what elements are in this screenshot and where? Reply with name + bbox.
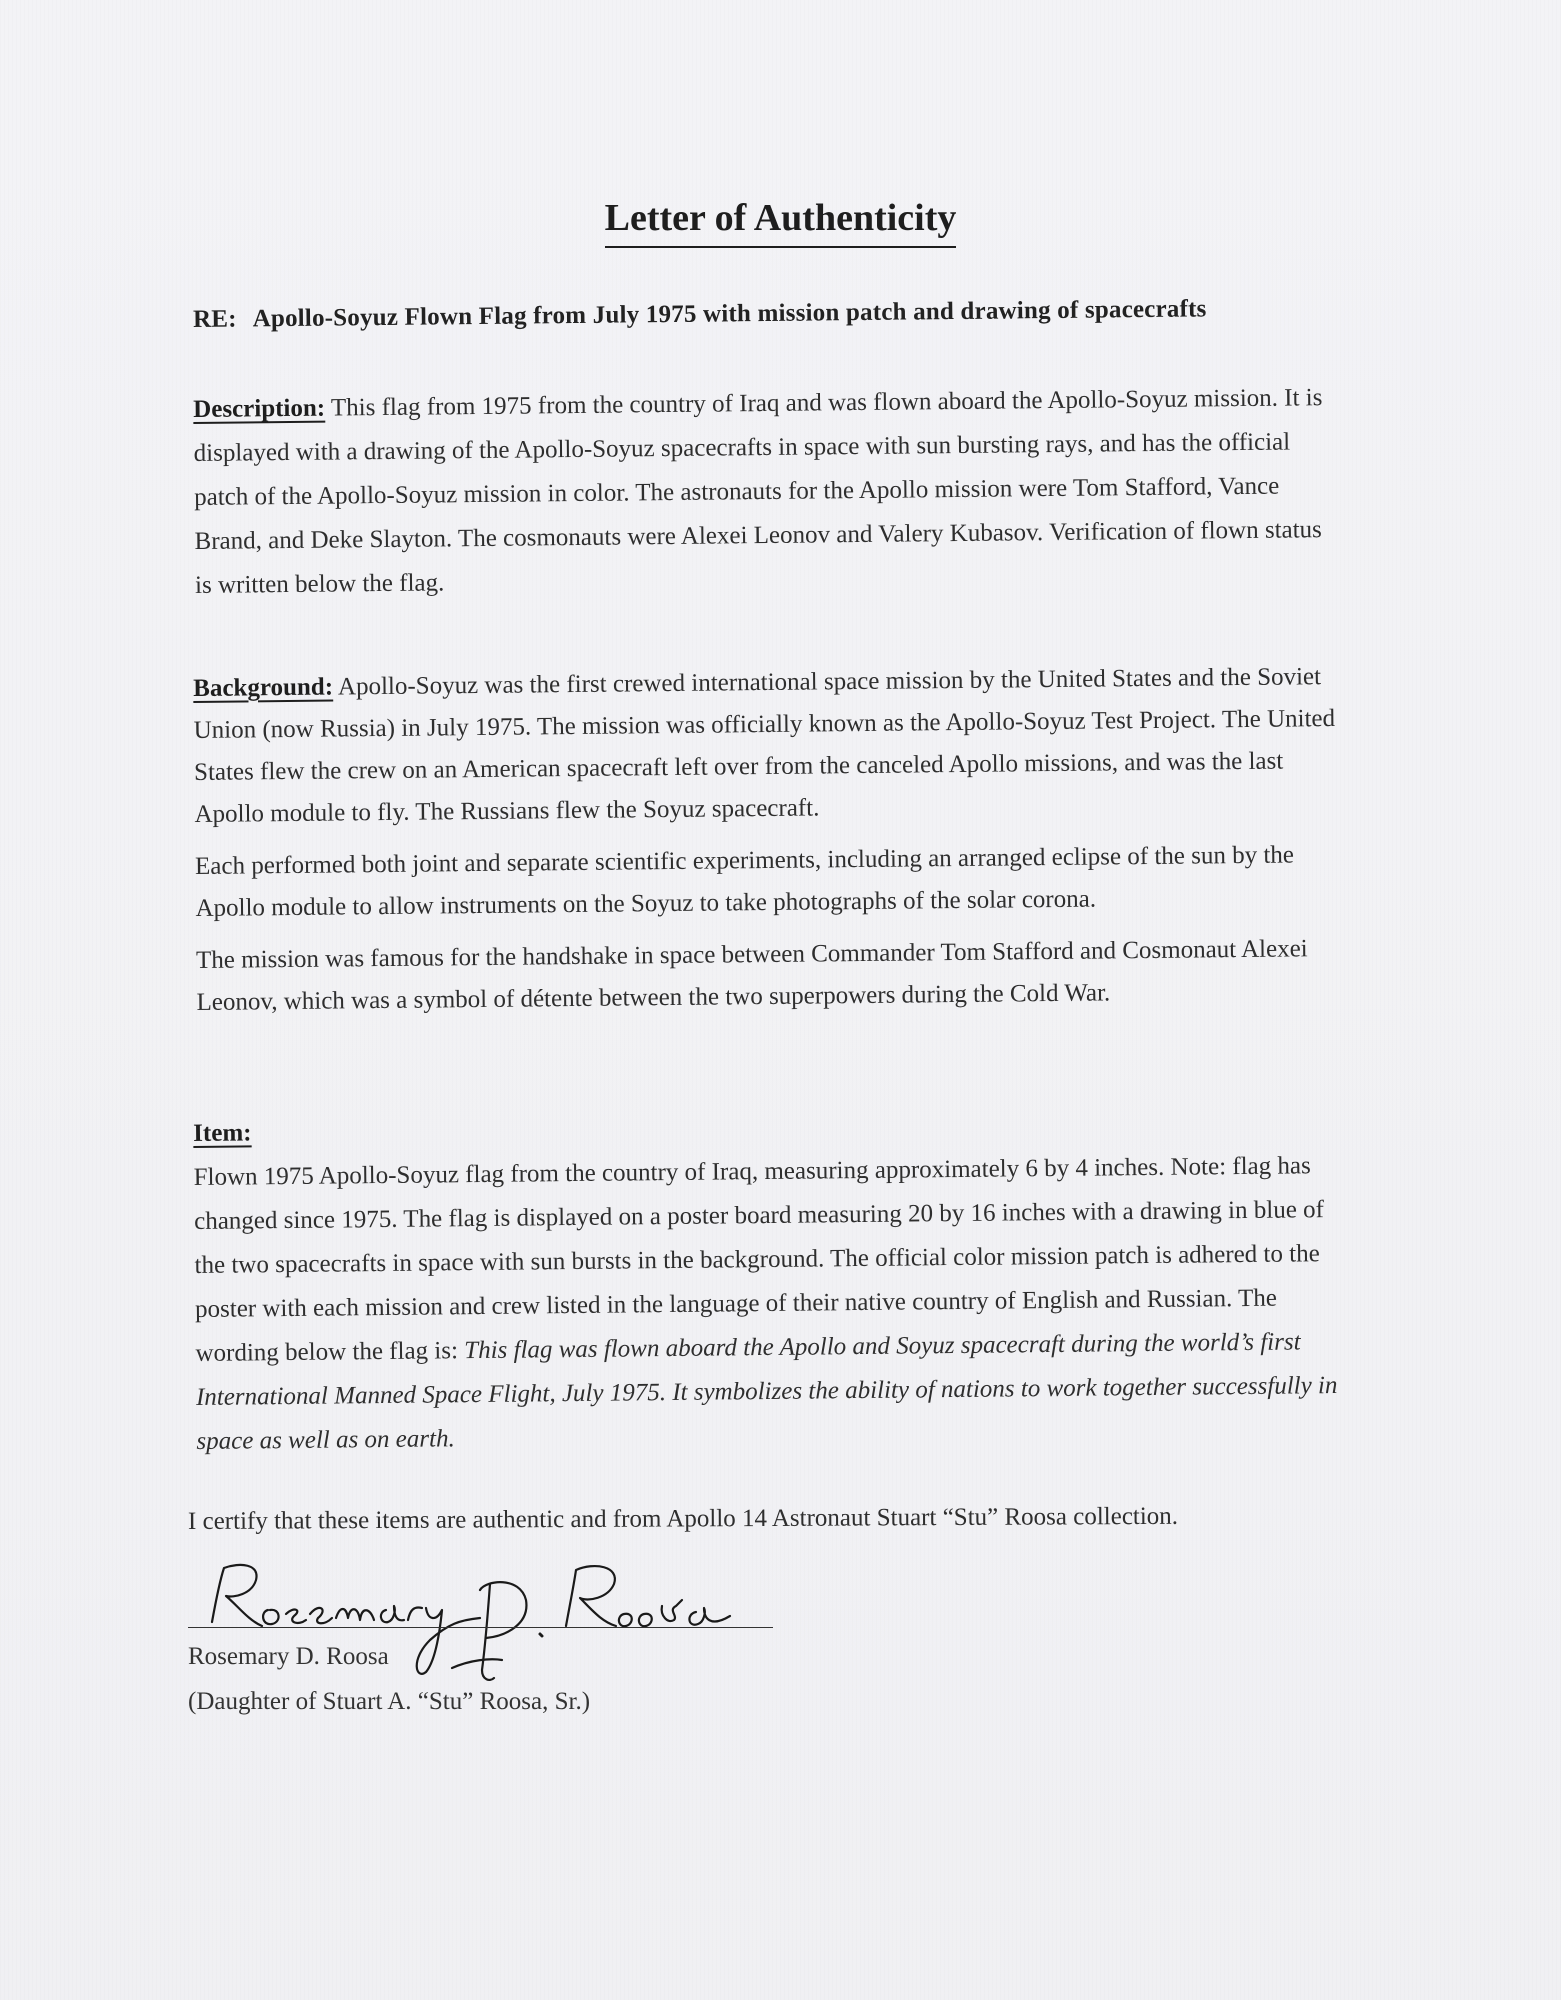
- certification-statement: I certify that these items are authentic and from Apollo 14 Astronaut Stuart “Stu” Roosa collection.: [187, 1502, 1179, 1535]
- item-section: [193, 1100, 1347, 1464]
- background-label: Background:: [193, 673, 334, 702]
- title-text: Letter of Authenticity: [605, 196, 957, 248]
- item-paragraph: [193, 1144, 1346, 1464]
- re-line: [193, 294, 1373, 334]
- re-label: RE:: [192, 305, 237, 333]
- background-paragraph-3: The mission was famous for the handshake in space between Commander Tom Stafford and Cosmonaut Alexei Leonov, which was a symbol of détente between the two superpowers during the Cold War.: [195, 935, 1308, 1016]
- item-quote: This flag was flown aboard the Apollo and Soyuz spacecraft during the world’s first International Manned Space Flight, July 1975. It symbolizes the ability of nations to work together successfully in space as well as on earth.: [195, 1328, 1338, 1455]
- description-text: This flag from 1975 from the country of Iraq and was flown aboard the Apollo-Soyuz mission. It is displayed with a drawing of the Apollo-Soyuz spacecrafts in space with sun bursting rays, and has the official patch of the Apollo-Soyuz mission in color. The astronauts for the Apollo mission were Tom Stafford, Vance Brand, and Deke Slayton. The cosmonauts were Alexei Leonov and Valery Kubasov. Verification of flown status is written below the flag.: [193, 384, 1323, 599]
- item-text: Flown 1975 Apollo-Soyuz flag from the country of Iraq, measuring approximately 6 by 4 inches. Note: flag has changed since 1975. The flag is displayed on a poster board measuring 20 by 16 inches with a drawing in blue of the two spacecrafts in space with sun bursts in the background. The official color mission patch is adhered to the poster with each mission and crew listed in the language of their native country of English and Russian. The wording below the flag is:: [193, 1152, 1325, 1367]
- item-label: Item:: [193, 1119, 252, 1147]
- description-section: [193, 376, 1345, 608]
- description-label: Description:: [193, 394, 326, 423]
- background-paragraph-1: [193, 656, 1345, 836]
- signature-line: [188, 1627, 773, 1628]
- description-paragraph: [193, 376, 1345, 608]
- signer-title: (Daughter of Stuart A. “Stu” Roosa, Sr.): [188, 1688, 591, 1715]
- background-section: [193, 656, 1347, 1024]
- page-title: [0, 196, 1561, 248]
- background-paragraph-2: Each performed both joint and separate scientific experiments, including an arranged eclipse of the sun by the Apollo module to allow instruments on the Soyuz to take photographs of the solar corona.: [194, 841, 1295, 922]
- signer-name: Rosemary D. Roosa: [188, 1643, 389, 1670]
- background-text-1: Apollo-Soyuz was the first crewed international space mission by the United States and the Soviet Union (now Russia) in July 1975. The mission was officially known as the Apollo-Soyuz Test Project. The United States flew the crew on an American spacecraft left over from the canceled Apollo missions, and was the last Apollo module to fly. The Russians flew the Soyuz spacecraft.: [193, 663, 1336, 828]
- re-text: Apollo-Soyuz Flown Flag from July 1975 with mission patch and drawing of spacecrafts: [252, 295, 1207, 333]
